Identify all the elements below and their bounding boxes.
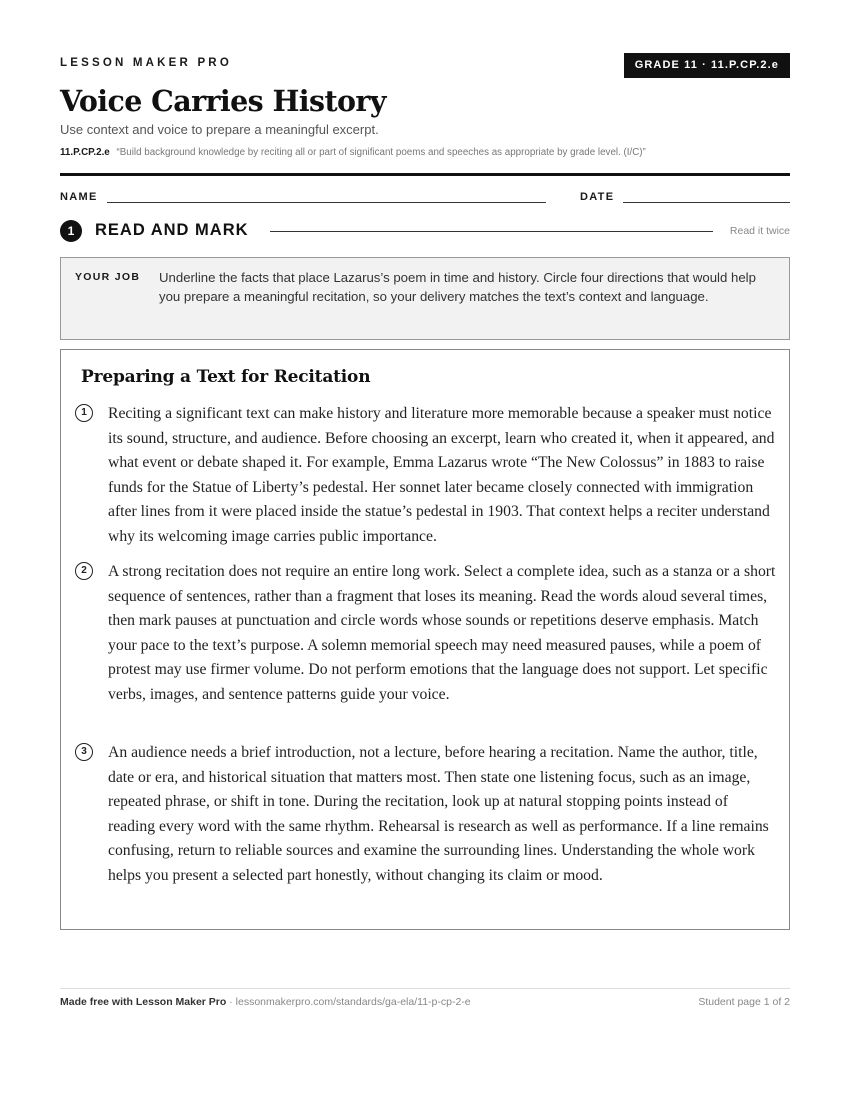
section-divider [270, 231, 713, 232]
section-note: Read it twice [729, 225, 790, 237]
footer-brand: Made free with Lesson Maker Pro [60, 996, 227, 1008]
name-field[interactable] [107, 202, 546, 203]
section-number-badge: 1 [60, 220, 82, 242]
page-title: Voice Carries History [60, 84, 386, 118]
section-header [60, 219, 790, 243]
grade-badge: GRADE 11 · 11.P.CP.2.e [624, 53, 790, 78]
paragraph-text: Reciting a significant text can make history and literature more memorable because a speaker must notice its sound, structure, and audience. Before choosing an excerpt, learn who created it, when it appeared, and what event or debate shaped it. For example, Emma Lazarus wrote “The New Colossus” in 1883 to raise funds for the Statue of Liberty’s pedestal. Her sonnet later became closely connected with immigration after lines from it were placed inside the statue’s pedestal in 1903. That context helps a reciter understand why its welcoming image carries public importance. [108, 405, 775, 545]
standard-line [60, 147, 646, 158]
your-job-box [60, 257, 790, 340]
page-indicator: Student page 1 of 2 [698, 996, 790, 1008]
your-job-label: YOUR JOB [75, 271, 141, 283]
paragraph-number: 3 [75, 743, 93, 761]
name-date-row [60, 190, 790, 204]
name-label: NAME [60, 191, 98, 203]
reading-passage-box [60, 349, 790, 930]
paragraph-text: A strong recitation does not require an entire long work. Select a complete idea, such as a stanza or a short sequence of sentences, rather than a fragment that loses its meaning. Read the words aloud several times, then mark pauses at punctuation and circle words whose sounds or repetitions deserve emphasis. Match your pace to the text’s purpose. A solemn memorial speech may need measured pauses, while a poem of protest may use firmer volume. Do not perform emotions that the language does not support. Let specific verbs, images, and sentence patterns guide your voice. [108, 563, 776, 703]
footer-credit [60, 996, 471, 1008]
date-label: DATE [580, 191, 615, 203]
reading-title: Preparing a Text for Recitation [81, 367, 371, 387]
footer-divider [60, 988, 790, 989]
standard-code: 11.P.CP.2.e [60, 147, 110, 158]
section-title: READ AND MARK [95, 221, 249, 239]
paragraph-text: An audience needs a brief introduction, not a lecture, before hearing a recitation. Name the author, title, date or era, and historical situation that matters most. Then state one listening focus, such as an image, repeated phrase, or shift in tone. During the recitation, look up at natural stopping points instead of reading every word with the same rhythm. Rehearsal is research as well as performance. If a line remains confusing, return to reliable sources and examine the surrounding lines. Understanding the whole work helps you present a selected part honestly, without changing its claim or mood. [108, 744, 769, 884]
date-field[interactable] [623, 202, 790, 203]
page-subtitle: Use context and voice to prepare a meaningful excerpt. [60, 122, 379, 137]
your-job-instructions: Underline the facts that place Lazarus’s poem in time and history. Circle four directions that would help you prepare a meaningful recitation, so your delivery matches the text’s context and language. [159, 270, 756, 304]
footer-url[interactable]: · lessonmakerpro.com/standards/ga-ela/11-p-cp-2-e [226, 996, 471, 1008]
header-divider [60, 173, 790, 176]
brand-wordmark: LESSON MAKER PRO [60, 57, 232, 69]
standard-text: “Build background knowledge by reciting all or part of significant poems and speeches as appropriate by grade level. (I/C)” [116, 147, 646, 158]
paragraph-number: 2 [75, 562, 93, 580]
paragraph-number: 1 [75, 404, 93, 422]
